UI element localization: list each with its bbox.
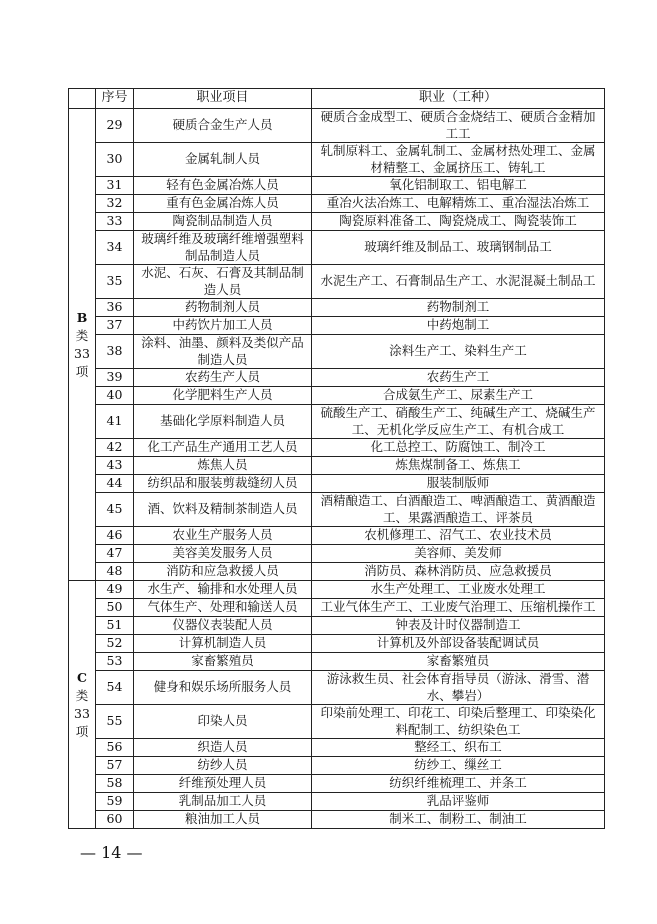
occupation-item: 重有色金属冶炼人员 [134, 195, 312, 213]
occupation-item: 涂料、油墨、颜料及类似产品制造人员 [134, 335, 312, 369]
row-number: 59 [96, 793, 134, 811]
occupation-jobs: 农药生产工 [312, 369, 605, 387]
table-row [69, 195, 605, 213]
table-header-row [69, 89, 605, 109]
row-number: 42 [96, 439, 134, 457]
occupation-jobs: 整经工、织布工 [312, 739, 605, 757]
table-row [69, 811, 605, 829]
row-number: 53 [96, 653, 134, 671]
header-item: 职业项目 [134, 89, 312, 109]
occupation-jobs: 纺织纤维梳理工、并条工 [312, 775, 605, 793]
row-number: 55 [96, 705, 134, 739]
occupation-item: 乳制品加工人员 [134, 793, 312, 811]
category-unit: 项 [75, 723, 89, 739]
occupation-item: 药物制剂人员 [134, 299, 312, 317]
table-row [69, 705, 605, 739]
occupation-jobs: 药物制剂工 [312, 299, 605, 317]
table-row [69, 635, 605, 653]
header-job: 职业（工种） [312, 89, 605, 109]
occupation-jobs: 水泥生产工、石膏制品生产工、水泥混凝土制品工 [312, 265, 605, 299]
table-row [69, 545, 605, 563]
table-row [69, 527, 605, 545]
table-row [69, 793, 605, 811]
header-no: 序号 [96, 89, 134, 109]
table-row [69, 231, 605, 265]
page-number: — 14 — [80, 843, 143, 862]
row-number: 56 [96, 739, 134, 757]
occupation-item: 印染人员 [134, 705, 312, 739]
occupation-item: 水泥、石灰、石膏及其制品制造人员 [134, 265, 312, 299]
row-number: 52 [96, 635, 134, 653]
occupation-jobs: 玻璃纤维及制品工、玻璃钢制品工 [312, 231, 605, 265]
table-row [69, 299, 605, 317]
row-number: 31 [96, 177, 134, 195]
occupation-jobs: 陶瓷原料准备工、陶瓷烧成工、陶瓷装饰工 [312, 213, 605, 231]
row-number: 39 [96, 369, 134, 387]
occupation-jobs: 纺纱工、缫丝工 [312, 757, 605, 775]
occupation-item: 轻有色金属冶炼人员 [134, 177, 312, 195]
table-row [69, 177, 605, 195]
table-row [69, 757, 605, 775]
occupation-item: 纤维预处理人员 [134, 775, 312, 793]
row-number: 41 [96, 405, 134, 439]
occupation-jobs: 农机修理工、沼气工、农业技术员 [312, 527, 605, 545]
row-number: 30 [96, 143, 134, 177]
table-row [69, 775, 605, 793]
category-count: 33 [74, 705, 90, 721]
table-row [69, 143, 605, 177]
row-number: 43 [96, 457, 134, 475]
category-letter: B [76, 309, 88, 325]
occupation-jobs: 涂料生产工、染料生产工 [312, 335, 605, 369]
table-row [69, 317, 605, 335]
table-row [69, 387, 605, 405]
occupation-item: 农业生产服务人员 [134, 527, 312, 545]
table-row [69, 109, 605, 143]
occupation-item: 化学肥料生产人员 [134, 387, 312, 405]
table-row [69, 213, 605, 231]
occupation-item: 硬质合金生产人员 [134, 109, 312, 143]
category-label: 类 [75, 687, 89, 703]
occupation-item: 美容美发服务人员 [134, 545, 312, 563]
category-letter: C [77, 669, 87, 685]
table-row [69, 599, 605, 617]
category-count: 33 [74, 345, 90, 361]
occupation-jobs: 重冶火法冶炼工、电解精炼工、重冶湿法冶炼工 [312, 195, 605, 213]
occupation-jobs: 消防员、森林消防员、应急救援员 [312, 563, 605, 581]
row-number: 50 [96, 599, 134, 617]
row-number: 35 [96, 265, 134, 299]
occupation-jobs: 酒精酿造工、白酒酿造工、啤酒酿造工、黄酒酿造工、果露酒酿造工、评茶员 [312, 493, 605, 527]
occupation-item: 纺织品和服装剪裁缝纫人员 [134, 475, 312, 493]
occupation-item: 化工产品生产通用工艺人员 [134, 439, 312, 457]
table-row [69, 617, 605, 635]
occupation-jobs: 乳品评鉴师 [312, 793, 605, 811]
occupation-jobs: 化工总控工、防腐蚀工、制冷工 [312, 439, 605, 457]
row-number: 47 [96, 545, 134, 563]
table-row [69, 671, 605, 705]
occupation-jobs: 游泳救生员、社会体育指导员（游泳、滑雪、潜水、攀岩） [312, 671, 605, 705]
occupation-jobs: 工业气体生产工、工业废气治理工、压缩机操作工 [312, 599, 605, 617]
row-number: 29 [96, 109, 134, 143]
table-row [69, 475, 605, 493]
table-row [69, 369, 605, 387]
occupation-item: 粮油加工人员 [134, 811, 312, 829]
row-number: 54 [96, 671, 134, 705]
occupation-jobs: 中药炮制工 [312, 317, 605, 335]
occupation-jobs: 炼焦煤制备工、炼焦工 [312, 457, 605, 475]
row-number: 40 [96, 387, 134, 405]
row-number: 46 [96, 527, 134, 545]
row-number: 51 [96, 617, 134, 635]
occupation-item: 农药生产人员 [134, 369, 312, 387]
occupation-item: 织造人员 [134, 739, 312, 757]
table-row [69, 739, 605, 757]
category-unit: 项 [75, 363, 89, 379]
occupation-item: 炼焦人员 [134, 457, 312, 475]
occupation-jobs: 硫酸生产工、硝酸生产工、纯碱生产工、烧碱生产工、无机化学反应生产工、有机合成工 [312, 405, 605, 439]
table-row [69, 493, 605, 527]
row-number: 44 [96, 475, 134, 493]
table-row [69, 457, 605, 475]
occupation-jobs: 合成氨生产工、尿素生产工 [312, 387, 605, 405]
occupation-jobs: 印染前处理工、印花工、印染后整理工、印染染化料配制工、纺织染色工 [312, 705, 605, 739]
occupation-item: 纺纱人员 [134, 757, 312, 775]
header-group [69, 89, 96, 109]
occupation-item: 健身和娱乐场所服务人员 [134, 671, 312, 705]
occupation-table [68, 88, 605, 829]
category-label: 类 [75, 327, 89, 343]
row-number: 34 [96, 231, 134, 265]
table-row [69, 265, 605, 299]
occupation-item: 仪器仪表装配人员 [134, 617, 312, 635]
row-number: 58 [96, 775, 134, 793]
table-row [69, 335, 605, 369]
row-number: 37 [96, 317, 134, 335]
row-number: 45 [96, 493, 134, 527]
occupation-jobs: 服装制版师 [312, 475, 605, 493]
table-row [69, 581, 605, 599]
occupation-jobs: 家畜繁殖员 [312, 653, 605, 671]
occupation-item: 酒、饮料及精制茶制造人员 [134, 493, 312, 527]
occupation-jobs: 美容师、美发师 [312, 545, 605, 563]
row-number: 48 [96, 563, 134, 581]
occupation-item: 陶瓷制品制造人员 [134, 213, 312, 231]
table-row [69, 563, 605, 581]
row-number: 57 [96, 757, 134, 775]
occupation-item: 家畜繁殖员 [134, 653, 312, 671]
table-row [69, 405, 605, 439]
occupation-jobs: 钟表及计时仪器制造工 [312, 617, 605, 635]
occupation-item: 计算机制造人员 [134, 635, 312, 653]
row-number: 60 [96, 811, 134, 829]
occupation-jobs: 制米工、制粉工、制油工 [312, 811, 605, 829]
occupation-item: 基础化学原料制造人员 [134, 405, 312, 439]
occupation-item: 水生产、输排和水处理人员 [134, 581, 312, 599]
occupation-jobs: 计算机及外部设备装配调试员 [312, 635, 605, 653]
occupation-item: 中药饮片加工人员 [134, 317, 312, 335]
occupation-jobs: 轧制原料工、金属轧制工、金属材热处理工、金属材精整工、金属挤压工、铸轧工 [312, 143, 605, 177]
table-row [69, 439, 605, 457]
row-number: 32 [96, 195, 134, 213]
occupation-jobs: 硬质合金成型工、硬质合金烧结工、硬质合金精加工工 [312, 109, 605, 143]
occupation-item: 气体生产、处理和输送人员 [134, 599, 312, 617]
table-row [69, 653, 605, 671]
row-number: 49 [96, 581, 134, 599]
occupation-jobs: 水生产处理工、工业废水处理工 [312, 581, 605, 599]
row-number: 36 [96, 299, 134, 317]
row-number: 33 [96, 213, 134, 231]
category-group-cell [69, 109, 96, 581]
occupation-item: 消防和应急救援人员 [134, 563, 312, 581]
occupation-jobs: 氧化铝制取工、铝电解工 [312, 177, 605, 195]
occupation-item: 玻璃纤维及玻璃纤维增强塑料制品制造人员 [134, 231, 312, 265]
occupation-item: 金属轧制人员 [134, 143, 312, 177]
row-number: 38 [96, 335, 134, 369]
category-group-cell [69, 581, 96, 829]
